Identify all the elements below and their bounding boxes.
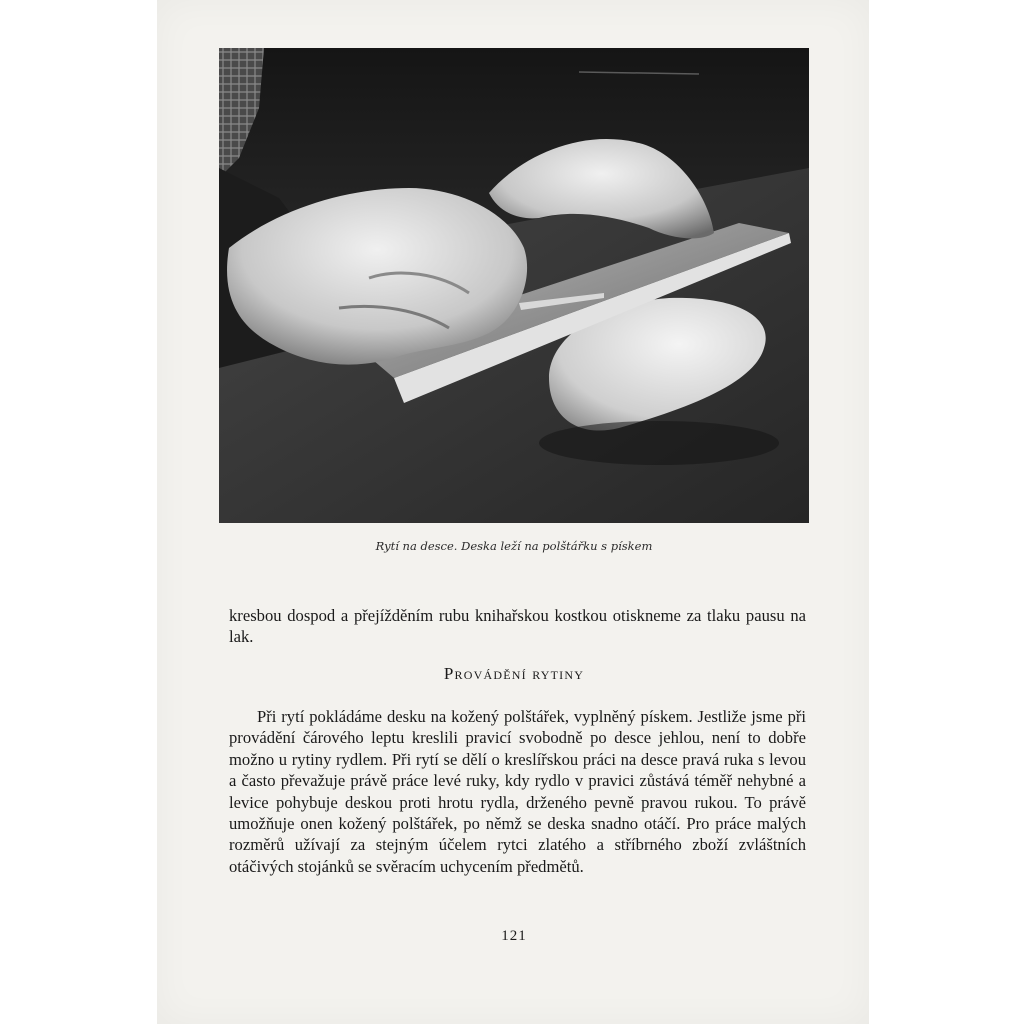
continued-paragraph: kresbou dospod a přejížděním rubu knihařskou kostkou otiskneme za tlaku pausu na lak. — [229, 606, 806, 647]
section-paragraph: Při rytí pokládáme desku na kožený polštářek, vyplněný pískem. Jestliže jsme při provádění čárového leptu kreslili pravicí svobodně po desce jehlou, není to dobře možno u rytiny rydlem. Při rytí se dělí o kreslířskou práci na desce pravá ruka s levou a často převažuje právě práce levé ruky, kdy rydlo v pravici zůstává téměř nehybné a levice pohybuje deskou proti hrotu rydla, drženého pevně pravou rukou. To právě umožňuje onen kožený polštářek, po němž se deska snadno otáčí. Pro práce malých rozměrů užívají za stejným účelem rytci zlatého a stříbrného zboží zvláštních otáčivých stojánků se svěracím uchycením předmětů. — [229, 707, 806, 876]
page-number: 121 — [501, 928, 527, 944]
engraving-photograph — [219, 48, 809, 523]
figure-caption: Rytí na desce. Deska leží na polštářku s pískem — [375, 539, 653, 553]
section-heading: Provádění rytiny — [443, 664, 585, 683]
